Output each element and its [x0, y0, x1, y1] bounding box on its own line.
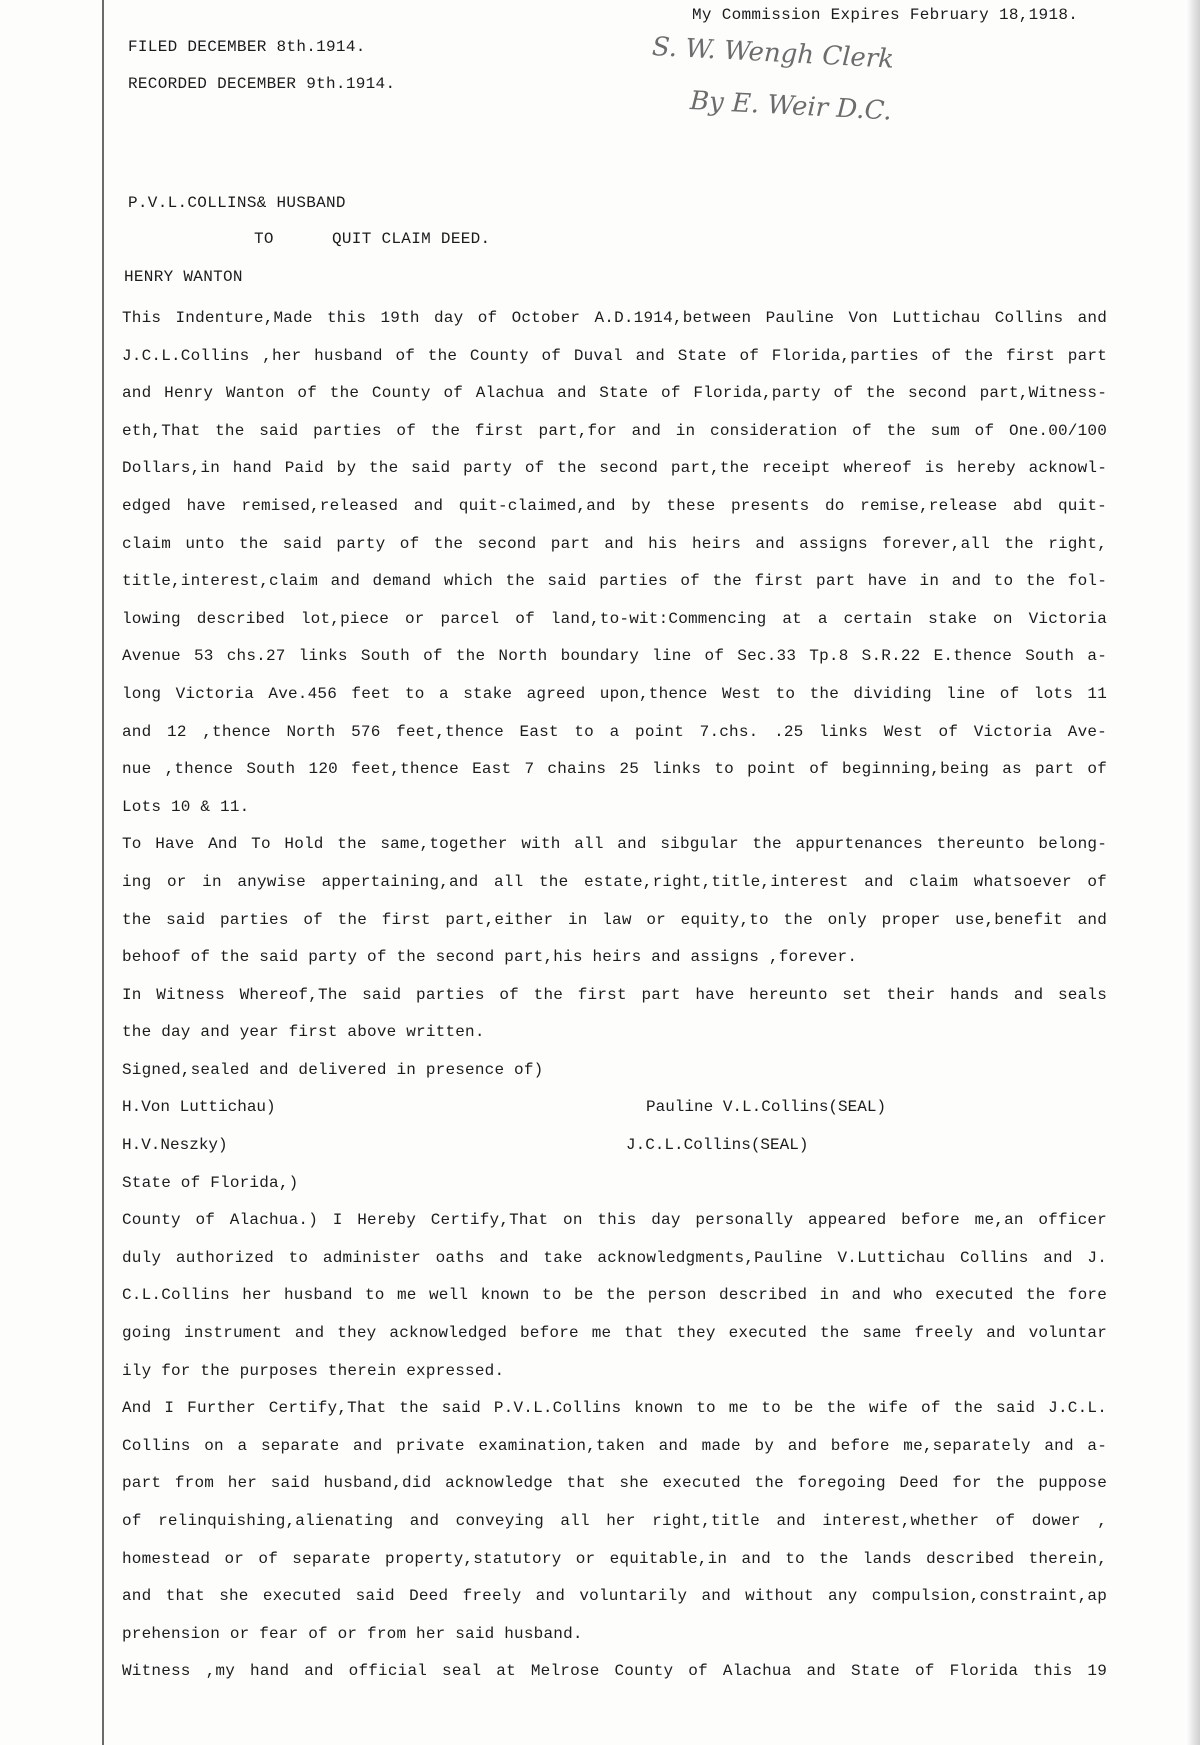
- clerk-signature: S. W. Wengh Clerk: [651, 32, 895, 75]
- signature-row: [122, 1089, 1107, 1127]
- party-signature: Pauline V.L.Collins(SEAL): [646, 1098, 887, 1117]
- indenture-line: This Indenture,Made this 19th day of October A.D.1914,between Pauline Von Luttichau Collins and: [122, 309, 1107, 327]
- filed-date: FILED DECEMBER 8th.1914.: [128, 38, 366, 56]
- caption-doc-type: QUIT CLAIM DEED.: [332, 230, 491, 248]
- further-certify-line: part from her said husband,did acknowledge that she executed the foregoing Deed for the puppose: [122, 1474, 1107, 1493]
- indenture-line: Avenue 53 chs.27 links South of the North boundary line of Sec.33 Tp.8 S.R.22 E.thence South a-: [122, 647, 1107, 666]
- further-certify-line: of relinquishing,alienating and conveying all her right,title and interest,whether of dower ,: [122, 1512, 1107, 1530]
- state-line: State of Florida,): [122, 1173, 299, 1192]
- acknowledgment-line: C.L.Collins her husband to me well known to be the person described in and who executed the fore: [122, 1286, 1107, 1305]
- further-certify-line: homestead or of separate property,statutory or equitable,in and to the lands described therein,: [122, 1549, 1107, 1568]
- witness-name: H.Von Luttichau): [122, 1098, 276, 1117]
- indenture-line: lowing described lot,piece or parcel of land,to-wit:Commencing at a certain stake on Victoria: [122, 609, 1107, 628]
- deputy-clerk-signature: By E. Weir D.C.: [689, 86, 893, 127]
- signature-row: [122, 1127, 1107, 1165]
- habendum-line: the said parties of the first part,either in law or equity,to the only proper use,benefit and: [122, 910, 1107, 929]
- acknowledgment-line: County of Alachua.) I Hereby Certify,That on this day personally appeared before me,an officer: [122, 1211, 1107, 1230]
- indenture-line: and Henry Wanton of the County of Alachua and State of Florida,party of the second part,Witness-: [122, 384, 1107, 403]
- acknowledgment-line: ily for the purposes therein expressed.: [122, 1361, 505, 1380]
- witness-name: H.V.Neszky): [122, 1136, 228, 1155]
- habendum-line: To Have And To Hold the same,together with all and sibgular the appurtenances thereunto belong-: [122, 835, 1107, 854]
- indenture-line: title,interest,claim and demand which the said parties of the first part have in and to the fol-: [122, 572, 1107, 591]
- recorded-date: RECORDED DECEMBER 9th.1914.: [128, 75, 396, 93]
- habendum-line: ing or in anywise appertaining,and all the estate,right,title,interest and claim whatsoever of: [122, 872, 1107, 891]
- page-edge-shadow: [1186, 0, 1200, 1745]
- indenture-line: Dollars,in hand Paid by the said party of the second part,the receipt whereof is hereby acknowl-: [122, 459, 1107, 478]
- indenture-line: J.C.L.Collins ,her husband of the County of Duval and State of Florida,parties of the first part: [122, 346, 1107, 365]
- acknowledgment-line: going instrument and they acknowledged before me that they executed the same freely and voluntar: [122, 1324, 1107, 1343]
- left-margin-rule: [102, 0, 104, 1745]
- closing-line: Witness ,my hand and official seal at Melrose County of Alachua and State of Florida this 19: [122, 1662, 1107, 1681]
- caption-grantee: HENRY WANTON: [124, 268, 243, 286]
- signed-sealed-line: Signed,sealed and delivered in presence of): [122, 1060, 544, 1079]
- indenture-line: claim unto the said party of the second part and his heirs and assigns forever,all the right,: [122, 534, 1107, 553]
- deed-body: [122, 300, 1107, 1691]
- commission-expires: My Commission Expires February 18,1918.: [692, 6, 1079, 24]
- indenture-line: edged have remised,released and quit-claimed,and by these presents do remise,release abd quit-: [122, 496, 1107, 515]
- caption-grantor: P.V.L.COLLINS& HUSBAND: [128, 194, 346, 212]
- indenture-line: eth,That the said parties of the first part,for and in consideration of the sum of One.00/100: [122, 421, 1107, 440]
- caption-to: TO: [254, 230, 274, 248]
- further-certify-line: prehension or fear of or from her said husband.: [122, 1624, 583, 1643]
- habendum-line: behoof of the said party of the second part,his heirs and assigns ,forever.: [122, 948, 858, 967]
- indenture-line: and 12 ,thence North 576 feet,thence East to a point 7.chs. .25 links West of Victoria Ave-: [122, 722, 1107, 741]
- witness-clause-line: In Witness Whereof,The said parties of the first part have hereunto set their hands and seals: [122, 985, 1107, 1004]
- party-signature: J.C.L.Collins(SEAL): [626, 1136, 809, 1155]
- indenture-line: Lots 10 & 11.: [122, 797, 250, 816]
- further-certify-line: Collins on a separate and private examination,taken and made by and before me,separately and a-: [122, 1436, 1107, 1455]
- acknowledgment-line: duly authorized to administer oaths and take acknowledgments,Pauline V.Luttichau Collins and J.: [122, 1248, 1107, 1267]
- indenture-line: long Victoria Ave.456 feet to a stake agreed upon,thence West to the dividing line of lots 11: [122, 684, 1107, 703]
- indenture-line: nue ,thence South 120 feet,thence East 7 chains 25 links to point of beginning,being as part of: [122, 760, 1107, 779]
- witness-clause-line: the day and year first above written.: [122, 1023, 485, 1042]
- further-certify-line: And I Further Certify,That the said P.V.L.Collins known to me to be the wife of the said J.C.L.: [122, 1399, 1107, 1418]
- further-certify-line: and that she executed said Deed freely and voluntarily and without any compulsion,constraint,ap: [122, 1587, 1107, 1606]
